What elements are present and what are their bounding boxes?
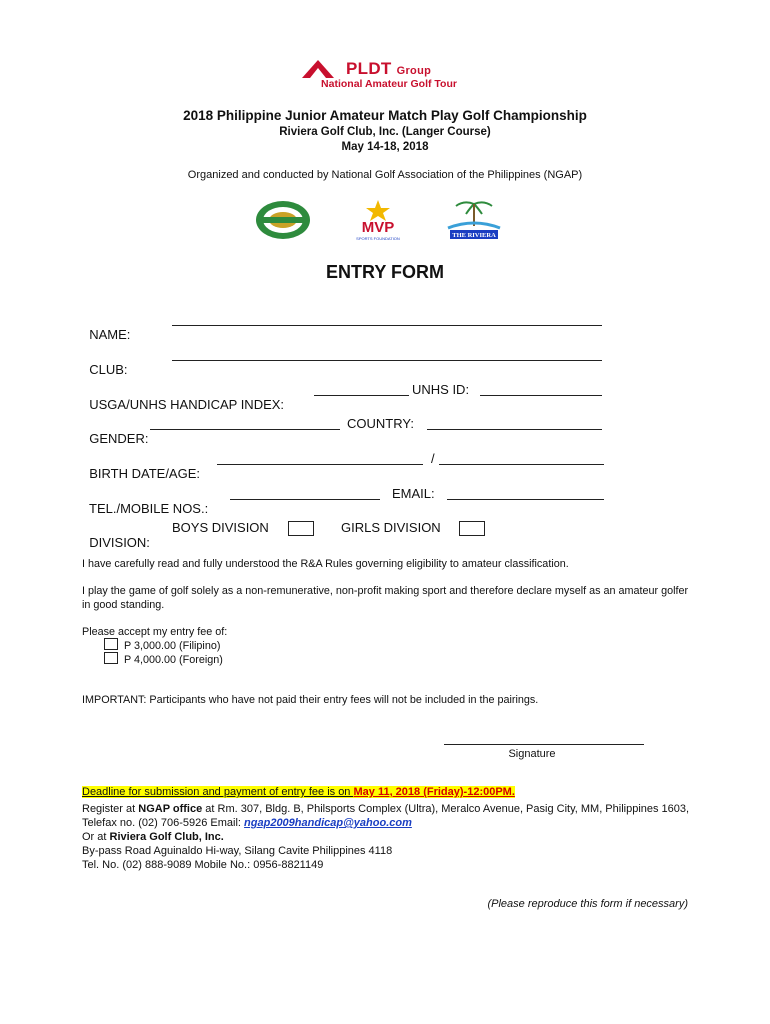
name-row: [82, 312, 130, 342]
unhs-field[interactable]: [480, 383, 602, 396]
boys-division-checkbox[interactable]: [288, 521, 314, 536]
riviera-address: By-pass Road Aguinaldo Hi-way, Silang Cavite Philippines 4118: [82, 845, 393, 857]
birth-date-field[interactable]: [217, 452, 423, 465]
girls-division-checkbox[interactable]: [459, 521, 485, 536]
important-note: IMPORTANT: Participants who have not paid their entry fees will not be included in the pairings.: [82, 694, 539, 706]
club-row: [82, 347, 128, 377]
deadline-line: [82, 786, 515, 798]
riviera-club-name: Riviera Golf Club, Inc.: [109, 831, 224, 843]
fee-filipino-checkbox[interactable]: [104, 638, 118, 650]
division-label: DIVISION:: [89, 535, 150, 550]
ngap-office-name: NGAP office: [138, 803, 203, 815]
tour-name: National Amateur Golf Tour: [321, 78, 457, 90]
riviera-line: Or at Riviera Golf Club, Inc.: [82, 831, 224, 843]
handicap-field[interactable]: [314, 383, 409, 396]
email-label: EMAIL:: [392, 486, 435, 501]
gender-field[interactable]: [150, 417, 340, 430]
reproduce-note: (Please reproduce this form if necessary): [487, 898, 688, 910]
gender-label: GENDER:: [89, 431, 149, 446]
mvp-sub: SPORTS FOUNDATION: [356, 236, 400, 241]
age-field[interactable]: [439, 452, 604, 465]
birth-label: BIRTH DATE/AGE:: [89, 466, 200, 481]
club-field[interactable]: [172, 348, 602, 361]
signature-label: Signature: [508, 748, 556, 760]
unhs-label: UNHS ID:: [412, 382, 470, 397]
club-label: CLUB:: [89, 362, 128, 377]
girls-division-label: GIRLS DIVISION: [341, 520, 441, 535]
deadline-date: May 11, 2018 (Friday)-12:00PM.: [353, 786, 515, 798]
fee-option-foreign: [104, 652, 404, 667]
email-link[interactable]: ngap2009handicap@yahoo.com: [244, 817, 412, 829]
pldt-triangle-icon: [300, 58, 336, 80]
deadline-text: Deadline for submission and payment of entry fee is on: [82, 786, 354, 798]
fee-filipino-label: P 3,000.00 (Filipino): [124, 640, 221, 652]
boys-division-label: BOYS DIVISION: [172, 520, 269, 535]
pldt-logo: [300, 58, 480, 94]
event-dates: May 14-18, 2018: [341, 141, 429, 153]
organizer-line: Organized and conducted by National Golf Association of the Philippines (NGAP): [187, 169, 583, 181]
fee-intro: Please accept my entry fee of:: [82, 626, 228, 638]
form-title: ENTRY FORM: [325, 262, 444, 282]
fee-foreign-label: P 4,000.00 (Foreign): [124, 654, 223, 666]
event-title: 2018 Philippine Junior Amateur Match Play Golf Championship: [183, 108, 587, 123]
riviera-text: THE RIVIERA: [452, 232, 496, 239]
fee-foreign-checkbox[interactable]: [104, 652, 118, 664]
birth-separator: /: [431, 451, 435, 466]
tel-label: TEL./MOBILE NOS.:: [89, 501, 209, 516]
fee-option-filipino: [104, 638, 404, 653]
tel-field[interactable]: [230, 487, 380, 500]
mvp-logo: [348, 198, 408, 242]
signature-line[interactable]: [444, 744, 644, 745]
event-venue: Riviera Golf Club, Inc. (Langer Course): [279, 126, 491, 138]
riviera-logo: [444, 198, 504, 242]
handicap-label: USGA/UNHS HANDICAP INDEX:: [89, 397, 285, 412]
ngap-seal-icon: [253, 198, 313, 242]
amateur-declaration: I play the game of golf solely as a non-remunerative, non-profit making sport and therefore declare myself as an amateur golfer in good standing.: [82, 585, 689, 611]
name-field[interactable]: [172, 313, 602, 326]
country-label: COUNTRY:: [347, 416, 414, 431]
eligibility-statement: I have carefully read and fully understood the R&A Rules governing eligibility to amateur classification.: [82, 558, 569, 570]
name-label: NAME:: [89, 327, 131, 342]
mvp-text: MVP: [361, 219, 395, 236]
ngap-address: Register at NGAP office at Rm. 307, Bldg. B, Philsports Complex (Ultra), Meralco Avenue, Pasig City, MM, Philippines 1603, Telefax no. (02) 706-5926 Email: ngap2009handicap@yahoo.com: [82, 803, 690, 829]
email-field[interactable]: [447, 487, 604, 500]
country-field[interactable]: [427, 417, 602, 430]
pldt-brand: PLDT Group: [346, 59, 432, 78]
riviera-phone: Tel. No. (02) 888-9089 Mobile No.: 0956-8821149: [82, 859, 324, 871]
